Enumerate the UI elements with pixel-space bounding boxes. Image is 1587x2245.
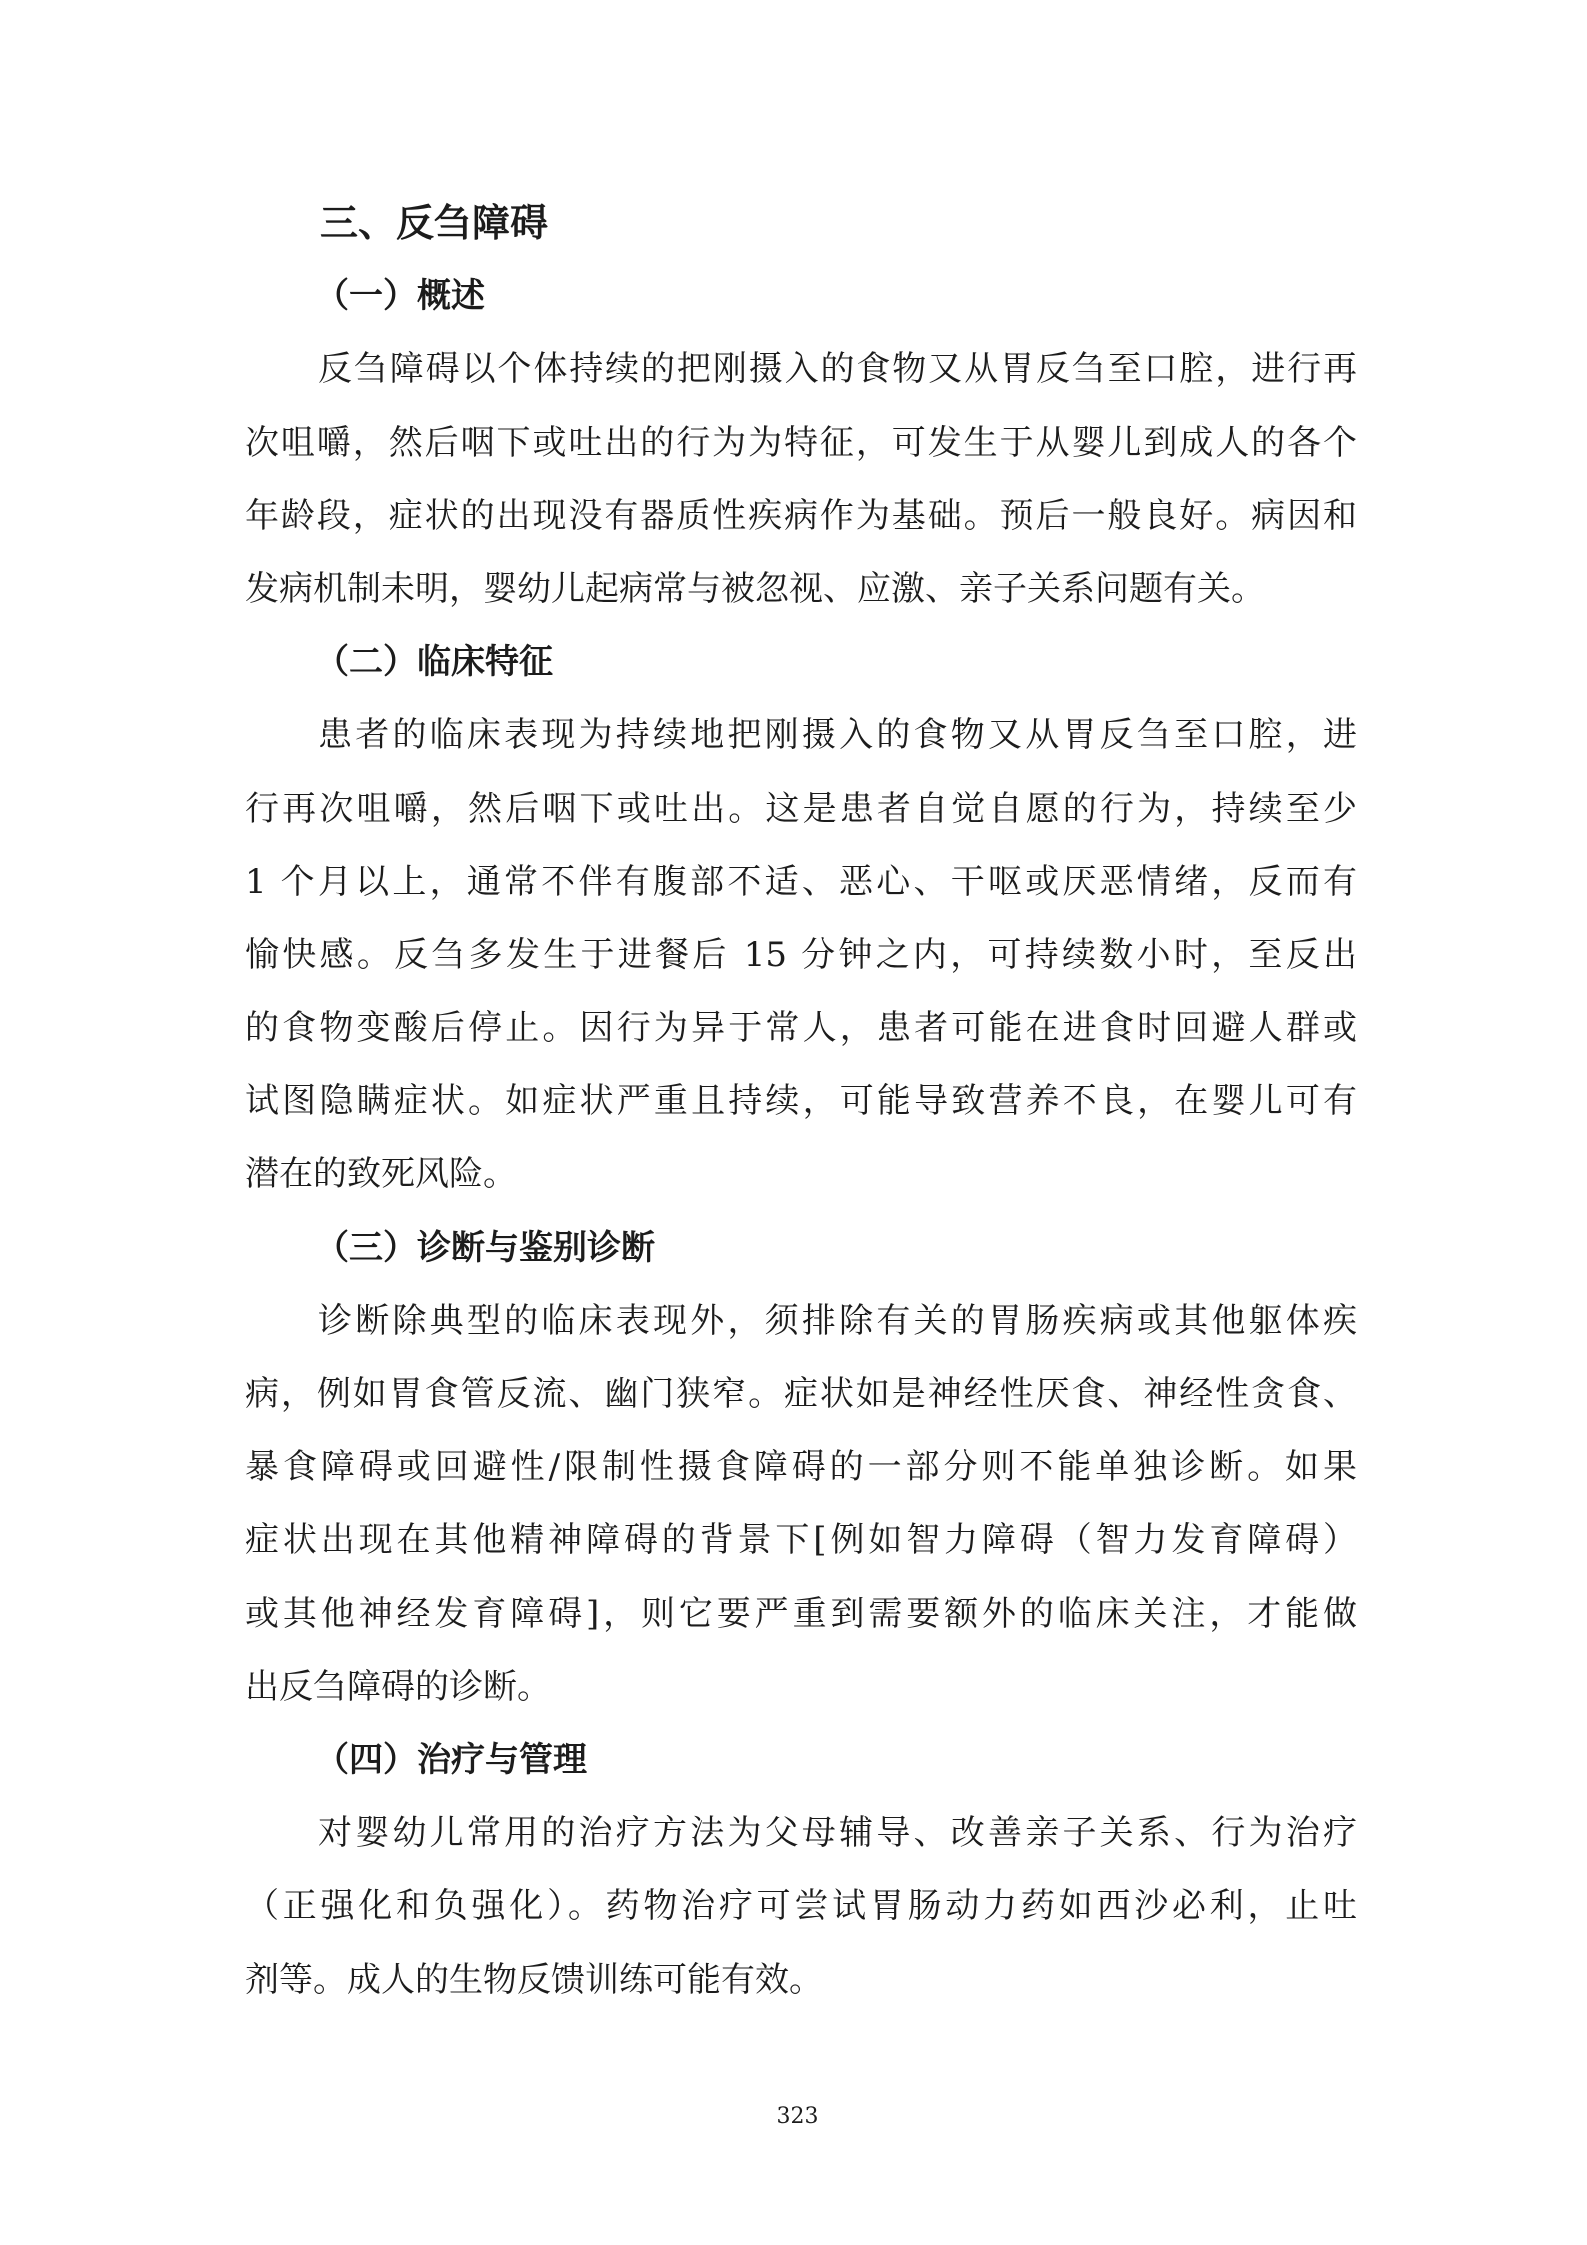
subsection-heading: （二）临床特征 [315,642,553,683]
subsection-heading: （四）治疗与管理 [315,1739,587,1780]
paragraph-line: 出反刍障碍的诊断。 [245,1666,551,1707]
paragraph-line: 对婴幼儿常用的治疗方法为父母辅导、改善亲子关系、行为治疗 [318,1813,1357,1854]
paragraph-line: 反刍障碍以个体持续的把刚摄入的食物又从胃反刍至口腔，进行再 [318,349,1357,390]
paragraph-line: 1 个月以上，通常不伴有腹部不适、恶心、干呕或厌恶情绪，反而有 [245,861,1357,902]
page-content [245,187,1357,2017]
paragraph-line: 行再次咀嚼，然后咽下或吐出。这是患者自觉自愿的行为，持续至少 [245,788,1357,829]
paragraph [245,1285,1357,1724]
paragraph-line: 或其他神经发育障碍]，则它要严重到需要额外的临床关注，才能做 [245,1593,1357,1634]
paragraph-line: 暴食障碍或回避性/限制性摄食障碍的一部分则不能单独诊断。如果 [245,1447,1357,1488]
page-number: 323 [776,2104,819,2129]
section-title: 三、反刍障碍 [320,201,549,245]
paragraph-line: 愉快感。反刍多发生于进餐后 15 分钟之内，可持续数小时，至反出 [245,934,1357,975]
paragraph [245,699,1357,1211]
paragraph-line: 年龄段，症状的出现没有器质性疾病作为基础。预后一般良好。病因和 [245,495,1357,536]
subsection-overview [245,260,1357,626]
paragraph-line: 发病机制未明，婴幼儿起病常与被忽视、应激、亲子关系问题有关。 [245,568,1265,609]
paragraph-line: 次咀嚼，然后咽下或吐出的行为为特征，可发生于从婴儿到成人的各个 [245,422,1357,463]
paragraph-line: 诊断除典型的临床表现外，须排除有关的胃肠疾病或其他躯体疾 [318,1300,1357,1341]
paragraph-line: 试图隐瞒症状。如症状严重且持续，可能导致营养不良，在婴儿可有 [245,1081,1357,1122]
subsection-heading: （三）诊断与鉴别诊断 [315,1227,655,1268]
subsection-treatment [245,1724,1357,2017]
paragraph-line: （正强化和负强化）。药物治疗可尝试胃肠动力药如西沙必利，止吐 [245,1886,1357,1927]
paragraph [245,333,1357,626]
paragraph-line: 剂等。成人的生物反馈训练可能有效。 [245,1959,823,2000]
subsection-heading: （一）概述 [315,276,485,317]
paragraph-line: 病，例如胃食管反流、幽门狭窄。症状如是神经性厌食、神经性贪食、 [245,1374,1357,1414]
paragraph-line: 的食物变酸后停止。因行为异于常人，患者可能在进食时回避人群或 [245,1008,1357,1049]
paragraph-line: 潜在的致死风险。 [245,1154,517,1195]
paragraph-line: 症状出现在其他精神障碍的背景下[例如智力障碍（智力发育障碍） [245,1520,1357,1561]
paragraph-line: 患者的临床表现为持续地把刚摄入的食物又从胃反刍至口腔，进 [318,715,1357,756]
subsection-clinical-features [245,626,1357,1212]
subsection-diagnosis [245,1212,1357,1724]
paragraph [245,1797,1357,2017]
